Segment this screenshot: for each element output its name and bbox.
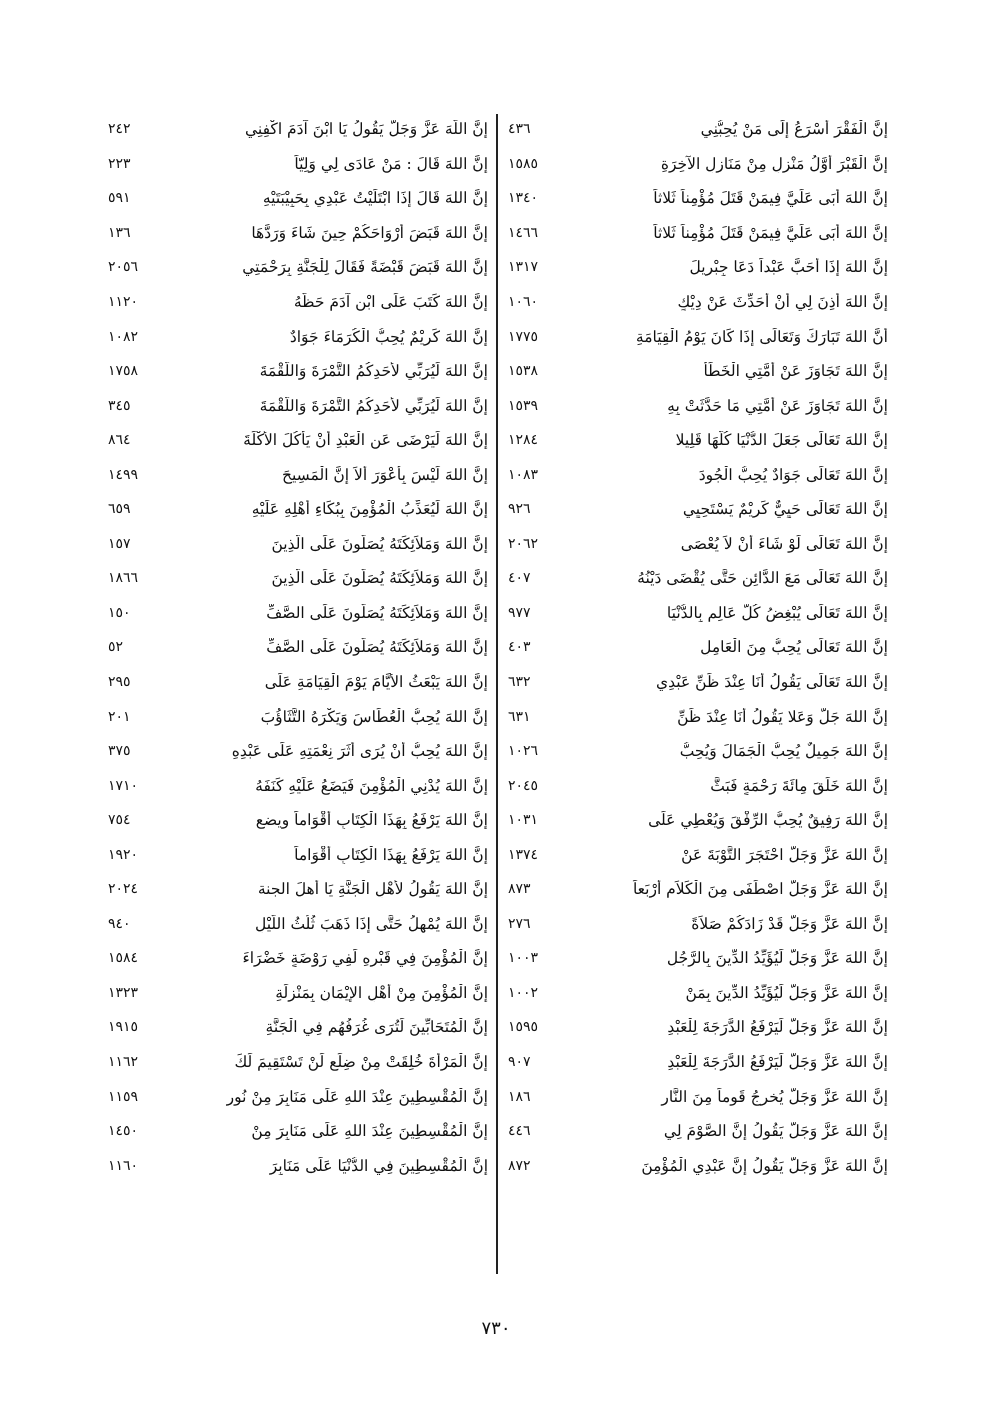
entry-ref-number: ١٠٨٣ — [508, 466, 539, 483]
entry-text: إنَّ اللهَ أَذِنَ لِي أَنْ أُحَدِّثَ عَنْ دِيْكٍ — [677, 293, 888, 311]
index-entry — [508, 423, 888, 458]
entry-text: إنَّ اللهَ يُحِبُّ أَنْ يُرَى أَثَرَ نِعْمَتِهِ عَلَى عَبْدِهِ — [231, 742, 488, 761]
entry-text: إنَّ اللهَ قَبَضَ أَرْوَاحَكُمْ حِينَ شَاءَ وَرَدَّهَا — [251, 223, 488, 242]
index-entry — [508, 907, 888, 942]
entry-ref-number: ١٥٣٩ — [508, 397, 539, 414]
index-entry — [508, 492, 888, 527]
entry-ref-number: ٢٠١ — [108, 708, 131, 725]
entry-text: إنَّ اللهَ تَعَالَى حَيِيٌّ كَرِيْمٌ يَسْتَحِيِي — [682, 500, 888, 519]
index-entry — [508, 699, 888, 734]
entry-ref-number: ١٧١٠ — [108, 777, 139, 794]
entry-ref-number: ١٥٨٤ — [108, 950, 139, 967]
index-entry — [508, 837, 888, 872]
right-column — [508, 112, 888, 1183]
entry-text: إنَّ الْمَرْأَةَ خُلِقَتْ مِنْ ضِلَعٍ لَنْ تَسْتَقِيمَ لَكَ — [234, 1053, 488, 1072]
entry-text: إنَّ اللهَ كَرِيْمٌ يُحِبُّ الْكُرَمَاءَ جَوَادٌ — [289, 327, 488, 346]
index-entry — [108, 1010, 488, 1045]
entry-ref-number: ١٣١٧ — [508, 259, 539, 276]
index-entry — [108, 354, 488, 389]
entry-ref-number: ٦٣١ — [508, 708, 531, 725]
entry-text: إنَّ اللهَ عَزَّ وَجَلَّ اصْطَفَى مِنَ الْكَلاَمِ أَرْبَعاً — [632, 880, 888, 899]
entry-text: إنَّ اللهَ يُحِبُّ الْعُطَاسَ وَيَكْرَهُ التَّثَاؤُبَ — [260, 707, 488, 726]
entry-ref-number: ١٤٩٩ — [108, 466, 139, 483]
entry-ref-number: ٨٧٣ — [508, 881, 531, 898]
index-entry — [108, 907, 488, 942]
entry-text: إنَّ اللهَ عَزَّ وَجَلَّ لَيُؤَيِّدُ الدِّينَ بِالرَّجُلِ — [666, 949, 888, 968]
entry-text: إنَّ اللهَ عَزَّ وَجَلَّ لَيَرْفَعُ الدَّرَجَةَ لِلْعَبْدِ — [667, 1053, 888, 1072]
index-entry — [508, 803, 888, 838]
index-entry — [508, 388, 888, 423]
index-entry — [108, 216, 488, 251]
entry-text: إنَّ اللهَ عَزَّ وَجَلَّ يَقُولُ إِنَّ عَبْدِي الْمُؤْمِنَ — [641, 1156, 888, 1175]
index-entry — [508, 768, 888, 803]
entry-text: إنَّ الْقَبْرَ أَوَّلُ مَنْزِلٍ مِنْ مَنَازِلِ الآخِرَةِ — [660, 154, 888, 173]
index-entry — [508, 976, 888, 1011]
entry-ref-number: ٤٣٦ — [508, 121, 531, 138]
entry-text: إنَّ اللهَ لَيْسَ بِأَعْوَرَ أَلاَ إِنَّ الْمَسِيحَ — [282, 465, 488, 484]
index-entry — [508, 1010, 888, 1045]
entry-text: إنَّ اللهَ أَبَى عَلَيَّ فِيمَنْ قَتَلَ مُؤْمِناً ثَلاثاً — [653, 223, 888, 242]
entry-ref-number: ١٤٦٦ — [508, 224, 539, 241]
entry-ref-number: ١٠٦٠ — [508, 294, 539, 310]
entry-ref-number: ١٥٨٥ — [508, 155, 539, 172]
index-entry — [508, 250, 888, 285]
entry-text: إنَّ اللهَ كَتَبَ عَلَى ابْنِ آدَمَ حَظَّهُ — [293, 293, 488, 311]
index-entry — [508, 527, 888, 562]
entry-ref-number: ٤٤٦ — [508, 1123, 531, 1140]
index-entry — [108, 699, 488, 734]
entry-text: إنَّ اللهَ تَجَاوَزَ عَنْ أُمَّتِي مَا حَدَّثَتْ بِهِ — [667, 396, 888, 415]
entry-ref-number: ١٠٠٣ — [508, 950, 539, 967]
entry-text: إنَّ اللهَ جَلَّ وَعَلا يَقُولُ أَنَا عِنْدَ ظَنِّ — [677, 707, 888, 726]
entry-ref-number: ٥٩١ — [108, 190, 131, 207]
index-entry — [108, 596, 488, 631]
entry-text: إنَّ اللهَ خَلَقَ مِائَةَ رَحْمَةٍ فَبَثَّ — [710, 776, 888, 795]
index-entry — [508, 941, 888, 976]
entry-text: إنَّ اللهَ يَبْعَثُ الأَيَّامَ يَوْمَ الْقِيَامَةِ عَلَى — [264, 673, 488, 692]
index-entry — [108, 665, 488, 700]
index-entry — [108, 285, 488, 320]
entry-text: إنَّ اللهَ قَبَضَ قَبْضَةً فَقَالَ لِلْجَنَّةِ بِرَحْمَتِي — [242, 258, 488, 277]
entry-text: إنَّ اللهَ يُدْنِي الْمُؤْمِنَ فَيَضَعُ عَلَيْهِ كَنَفَهُ — [255, 776, 488, 795]
entry-text: إنَّ اللهَ تَجَاوَزَ عَنْ أُمَّتِي الْخَطَأَ — [703, 362, 888, 381]
index-entry — [108, 147, 488, 182]
entry-ref-number: ٢٠٤٥ — [508, 777, 539, 794]
index-entry — [108, 1045, 488, 1080]
entry-ref-number: ٩٠٧ — [508, 1054, 531, 1071]
index-entry — [108, 630, 488, 665]
entry-text: إنَّ اللهَ تَعَالَى جَعَلَ الدُّنْيَا كُلَّهَا قَلِيلا — [675, 431, 888, 450]
entry-text: إنَّ اللهَ تَعَالَى لَوْ شَاءَ أَنْ لاَ يُعْصَى — [680, 534, 888, 553]
index-entry — [508, 1079, 888, 1114]
entry-ref-number: ١٠٣١ — [508, 812, 539, 829]
entry-text: إنَّ اللهَ قَالَ : مَنْ عَادَى لِي وَلِيّاً — [294, 154, 488, 173]
entry-ref-number: ٣٧٥ — [108, 743, 131, 760]
entry-ref-number: ٩٢٦ — [508, 501, 531, 518]
entry-text: إنَّ اللهَ يَرْفَعُ بِهَذَا الْكِتَابِ أَقْوَاماً — [294, 845, 488, 864]
index-entry — [108, 492, 488, 527]
entry-text: إنَّ اللهَ عَزَّ وَجَلَّ يَقُولُ إِنَّ الصَّوْمَ لِي — [663, 1122, 888, 1141]
entry-text: إنَّ اللهَ رَفِيقٌ يُحِبُّ الرِّفْقَ وَيُعْطِي عَلَى — [648, 811, 888, 830]
entry-ref-number: ١٥٣٨ — [508, 363, 539, 380]
entry-ref-number: ٨٧٢ — [508, 1157, 531, 1174]
entry-ref-number: ٥٢ — [108, 639, 124, 656]
entry-ref-number: ١٨٦ — [508, 1088, 531, 1105]
index-entry — [508, 561, 888, 596]
entry-text: إنَّ اللهَ لَيَرْضَى عَنِ الْعَبْدِ أَنْ يَأْكُلَ الأَكْلَةَ — [243, 431, 488, 450]
entry-ref-number: ١٥٩٥ — [508, 1019, 539, 1036]
entry-ref-number: ٤٠٣ — [508, 639, 531, 656]
index-entry — [108, 561, 488, 596]
entry-ref-number: ١٣٢٣ — [108, 984, 139, 1001]
entry-ref-number: ٣٤٥ — [108, 397, 131, 414]
entry-ref-number: ٩٧٧ — [508, 604, 531, 621]
index-entry — [508, 734, 888, 769]
entry-ref-number: ١١٦٢ — [108, 1054, 139, 1071]
entry-text: إنَّ اللهَ لَيُرَبِّي لأَحَدِكُمُ التَّمْرَةَ وَاللُّقْمَةَ — [259, 396, 488, 415]
entry-ref-number: ١٠٢٦ — [508, 743, 539, 760]
entry-text: إنَّ اللهَ وَمَلاَئِكَتَهُ يُصَلُّونَ عَلَى الصَّفِّ — [266, 638, 488, 657]
entry-ref-number: ١٧٧٥ — [508, 328, 539, 345]
entry-ref-number: ٤٠٧ — [508, 570, 531, 587]
index-entry — [508, 181, 888, 216]
index-entry — [108, 941, 488, 976]
index-entry — [108, 872, 488, 907]
entry-text: إنَّ اللهَ تَعَالَى يَقُولُ أَنَا عِنْدَ ظَنِّ عَبْدِي — [656, 673, 888, 692]
entry-ref-number: ١٣٦ — [108, 224, 131, 241]
index-entry — [508, 112, 888, 147]
entry-text: إنَّ اللهَ تَعَالَى يُحِبُّ مِنَ الْعَامِلِ — [700, 638, 888, 657]
index-entry — [508, 457, 888, 492]
entry-text: إنَّ اللهَ يُمْهِلُ حَتَّى إِذَا ذَهَبَ ثُلُثُ اللَّيْلِ — [254, 914, 488, 933]
entry-text: إنَّ الْفَقْرَ أَسْرَعُ إِلَى مَنْ يُحِبُّنِي — [700, 120, 888, 139]
entry-ref-number: ٢٢٣ — [108, 155, 131, 172]
entry-text: إنَّ الْمُؤْمِنَ فِي قَبْرِهِ لَفِي رَوْضَةٍ خَضْرَاءَ — [242, 949, 488, 968]
page-number: ٧٣٠ — [481, 1318, 511, 1339]
entry-ref-number: ٢٠٦٢ — [508, 535, 539, 552]
entry-ref-number: ٢٠٢٤ — [108, 881, 139, 898]
index-entry — [108, 734, 488, 769]
entry-text: إنَّ اللهَ إِذَا أَحَبَّ عَبْداً دَعَا جِبْرِيلَ — [689, 258, 888, 277]
index-entry — [508, 216, 888, 251]
entry-text: إنَّ اللهَ يَقُولُ لأَهْلِ الْجَنَّةِ يَا أَهلَ الجنة — [257, 880, 488, 899]
entry-ref-number: ٨٦٤ — [108, 432, 131, 449]
entry-text: إنَّ اللهَ عَزَّ وَجَلَّ يُخرِجُ قَوماً مِنَ النَّارِ — [661, 1087, 888, 1106]
entry-text: إنَّ اللهَ جَمِيلٌ يُحِبُّ الْجَمَالَ وَيُحِبُّ — [679, 742, 888, 761]
entry-text: إنَّ الْمُقْسِطِينَ فِي الدُّنْيَا عَلَى مَنَابِرَ — [269, 1156, 488, 1175]
entry-ref-number: ٧٥٤ — [108, 812, 131, 829]
column-divider — [496, 114, 498, 1274]
entry-text: إنَّ اللهَ قَالَ إِذَا ابْتَلَيْتُ عَبْدِي بِحَبِيْبَتَيْهِ — [262, 189, 488, 208]
index-entry — [108, 768, 488, 803]
left-column — [108, 112, 488, 1183]
index-entry — [508, 596, 888, 631]
entry-ref-number: ١٥٠ — [108, 604, 131, 621]
entry-ref-number: ١٤٥٠ — [108, 1123, 139, 1140]
index-entry — [508, 354, 888, 389]
entry-text: إنَّ اللهَ وَمَلاَئِكَتَهُ يُصَلُّونَ عَلَى الَّذِينَ — [271, 534, 488, 553]
entry-text: إنَّ الْمُؤْمِنَ مِنْ أَهْلِ الإِيْمَانِ بِمَنْزِلَةِ — [275, 983, 488, 1002]
entry-ref-number: ١٣٧٤ — [508, 846, 539, 863]
entry-text: إنَّ اللهَ وَمَلاَئِكَتَهُ يُصَلُّونَ عَلَى الَّذِينَ — [271, 569, 488, 588]
index-entry — [108, 1114, 488, 1149]
entry-text: إنَّ الْمُتَحَابِّينَ لَتُرَى غُرَفُهُم فِي الْجَنَّةِ — [265, 1018, 488, 1037]
entry-text: أَنَّ اللهَ تَبَارَكَ وَتَعَالَى إِذَا كَانَ يَوْمُ الْقِيَامَةِ — [635, 327, 888, 346]
index-entry — [508, 147, 888, 182]
index-entry — [508, 1114, 888, 1149]
entry-text: إنَّ اللَّهَ عَزَّ وَجَلَّ يَقُولُ يَا ابْنَ آدَمَ اكْفِنِي — [245, 120, 488, 139]
entry-text: إنَّ الْمُقْسِطِينَ عِنْدَ اللهِ عَلَى مَنَابِرَ مِنْ نُورٍ — [226, 1087, 488, 1106]
entry-ref-number: ٦٥٩ — [108, 501, 131, 518]
entry-text: إنَّ اللهَ تَعَالَى يُبْغِضُ كُلَّ عَالِمٍ بِالدُّنْيَا — [666, 603, 888, 622]
entry-text: إنَّ اللهَ تَعَالَى مَعَ الدَّائِنِ حَتَّى يُقْضَى دَيْنُهُ — [637, 569, 888, 588]
entry-ref-number: ١٠٨٢ — [108, 328, 139, 345]
index-entry — [108, 250, 488, 285]
index-entry — [108, 181, 488, 216]
index-entry — [108, 423, 488, 458]
entry-ref-number: ٢٠٥٦ — [108, 259, 139, 276]
entry-ref-number: ٢٧٦ — [508, 915, 531, 932]
entry-ref-number: ١٩٢٠ — [108, 846, 139, 863]
entry-text: إنَّ اللهَ عَزَّ وَجَلَّ قَدْ زَادَكُمْ صَلاَةً — [691, 914, 888, 933]
index-entry — [508, 319, 888, 354]
index-entry — [508, 630, 888, 665]
index-entry — [108, 112, 488, 147]
entry-text: إنَّ اللهَ لَيُعَذِّبُ الْمُؤْمِنَ بِبُكَاءِ أَهْلِهِ عَلَيْهِ — [251, 500, 488, 519]
entry-text: إنَّ اللهَ عَزَّ وَجَلَّ لَيَرْفَعُ الدَّرَجَةَ لِلْعَبْدِ — [667, 1018, 888, 1037]
index-entry — [108, 1148, 488, 1183]
entry-text: إنَّ اللهَ يَرْفَعُ بِهَذَا الْكِتَابِ أَقْوَاماً ويضع — [255, 811, 488, 830]
entry-text: إنَّ اللهَ لَيُرَبِّي لأَحَدِكُمُ التَّمْرَةَ وَاللُّقْمَةَ — [259, 362, 488, 381]
index-entry — [108, 457, 488, 492]
entry-text: إنَّ اللهَ أَبَى عَلَيَّ فِيمَنْ قَتَلَ مُؤْمِناً ثَلاثاً — [653, 189, 888, 208]
index-entry — [508, 665, 888, 700]
index-entry — [508, 872, 888, 907]
entry-ref-number: ١٥٧ — [108, 535, 131, 552]
entry-text: إنَّ اللهَ عَزَّ وَجَلَّ احْتَجَرَ التَّوْبَةَ عَنْ — [681, 845, 888, 864]
index-entry — [108, 837, 488, 872]
entry-ref-number: ٩٤٠ — [108, 915, 131, 932]
entry-ref-number: ١٢٨٤ — [508, 432, 539, 449]
index-entry — [508, 1148, 888, 1183]
index-entry — [108, 388, 488, 423]
entry-ref-number: ١٠٠٢ — [508, 984, 539, 1001]
entry-ref-number: ٢٩٥ — [108, 674, 131, 691]
entry-ref-number: ١٣٤٠ — [508, 190, 539, 207]
entry-ref-number: ١١٦٠ — [108, 1157, 139, 1174]
entry-ref-number: ١٩١٥ — [108, 1019, 139, 1036]
entry-ref-number: ١٨٦٦ — [108, 570, 139, 587]
entry-ref-number: ١١٥٩ — [108, 1088, 139, 1105]
entry-ref-number: ٢٤٢ — [108, 121, 131, 138]
entry-text: إنَّ الْمُقْسِطِينَ عِنْدَ اللهِ عَلَى مَنَابِرَ مِنْ — [251, 1122, 488, 1141]
index-entry — [108, 803, 488, 838]
entry-ref-number: ١١٢٠ — [108, 294, 139, 310]
entry-ref-number: ٦٣٢ — [508, 674, 531, 691]
entry-text: إنَّ اللهَ وَمَلاَئِكَتَهُ يُصَلُّونَ عَلَى الصَّفِّ — [266, 603, 488, 622]
index-entry — [508, 1045, 888, 1080]
index-entry — [108, 319, 488, 354]
index-entry — [108, 527, 488, 562]
index-entry — [508, 285, 888, 320]
entry-text: إنَّ اللهَ عَزَّ وَجَلَّ لَيُؤَيِّدُ الدِّينَ بِمَنْ — [685, 983, 888, 1002]
entry-text: إنَّ اللهَ تَعَالَى جَوَادٌ يُحِبُّ الْجُودَ — [698, 465, 888, 484]
index-entry — [108, 976, 488, 1011]
index-entry — [108, 1079, 488, 1114]
entry-ref-number: ١٧٥٨ — [108, 363, 139, 380]
